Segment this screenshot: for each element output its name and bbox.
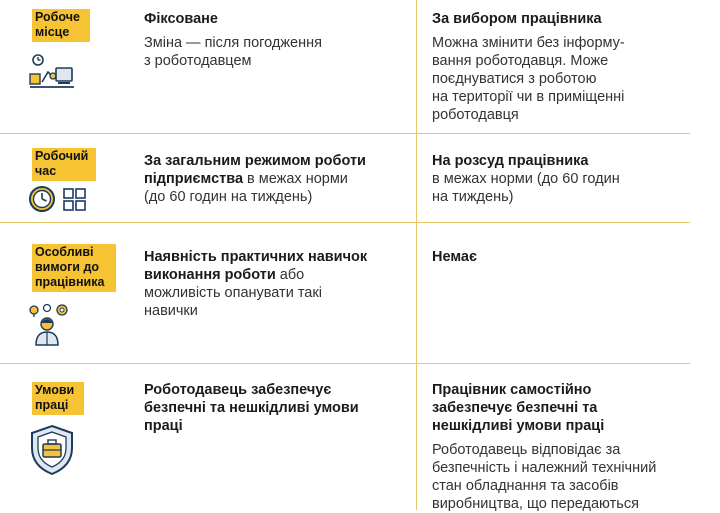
cell-text: або можливість опанувати такі навички (144, 267, 322, 319)
standard-schedule-cell (144, 152, 406, 206)
cell-heading: Роботодавець забезпечує безпечні та нешкідливі умови праці (144, 382, 359, 434)
safety-shield-icon (28, 424, 76, 481)
cell-heading: Фіксоване (144, 11, 219, 27)
cell-heading: Наявність практичних навичок виконання роботи (144, 249, 368, 283)
cell-heading: За загальним режимом роботи підприємства (144, 153, 366, 187)
cell-text: в межах норми (до 60 годин на тиждень) (144, 171, 348, 205)
fixed-workplace-cell (144, 10, 406, 70)
employer-provides-cell (144, 381, 406, 435)
row-tag: Робоче місце (32, 9, 90, 42)
no-requirements-cell (432, 248, 702, 266)
row-tag: Особливі вимоги до працівника (32, 244, 116, 292)
cell-note: Роботодавець відповідає за безпечність і належний технічний стан обладнання та засобів виробництва, що передаються (432, 442, 657, 512)
workplace-desk-icon (28, 54, 76, 99)
comparison-row-working-time (0, 134, 720, 222)
flexible-schedule-cell (432, 152, 702, 206)
comparison-row-requirements (0, 223, 720, 363)
cell-heading: Працівник самостійно забезпечує безпечні та нешкідливі умови праці (432, 382, 605, 434)
comparison-row-conditions (0, 364, 720, 510)
row-tag: Умови праці (32, 382, 84, 415)
clock-schedule-icon (28, 185, 90, 218)
employee-provides-cell (432, 381, 702, 513)
practical-skills-cell (144, 248, 406, 320)
cell-heading: На розсуд працівника (432, 153, 589, 169)
worker-skills-icon (28, 303, 74, 352)
cell-heading: Немає (432, 249, 477, 265)
cell-heading: За вибором працівника (432, 11, 602, 27)
comparison-row-workplace (0, 0, 720, 133)
remote-workplace-cell (432, 10, 702, 124)
cell-note: Зміна — після погодження з роботодавцем (144, 35, 322, 69)
row-tag: Робочий час (32, 148, 96, 181)
cell-note: в межах норми (до 60 годин на тиждень) (432, 171, 620, 205)
cell-note: Можна змінити без інформу- вання роботодавця. Може поєднуватися з роботою на території чи в приміщенні роботодавця (432, 35, 625, 123)
